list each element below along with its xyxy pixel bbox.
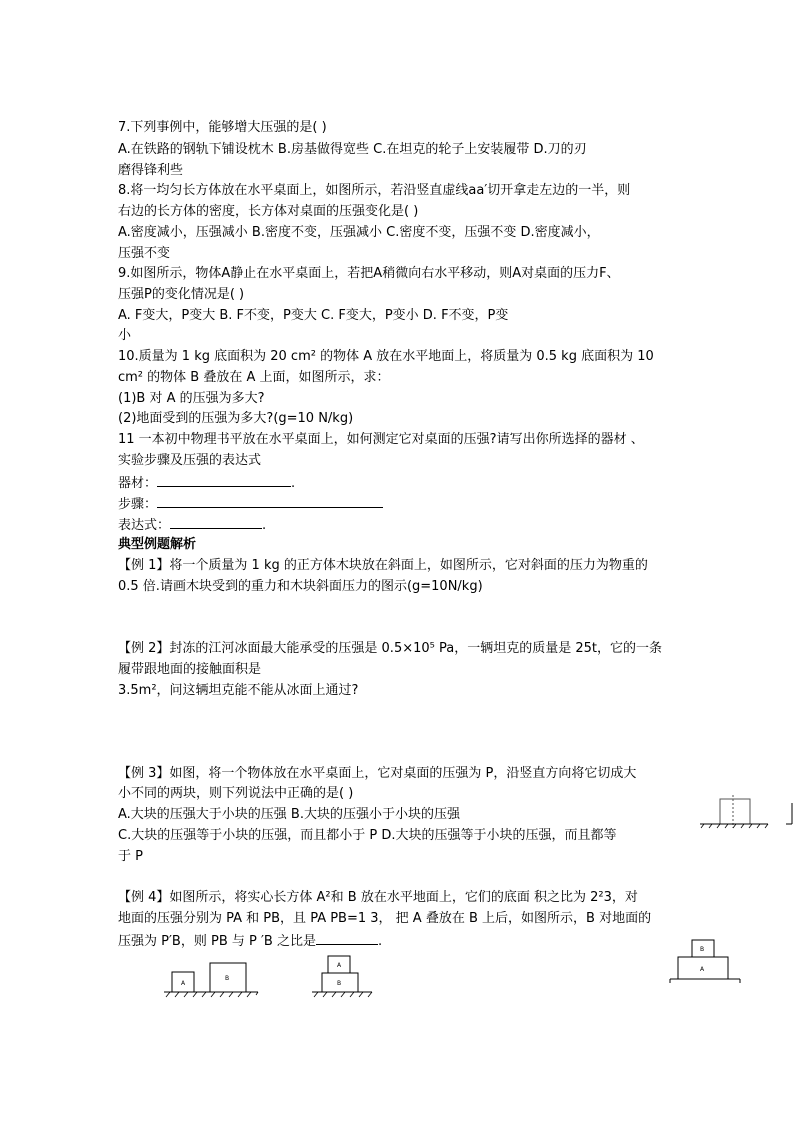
q10-stem: 10.质量为 1 kg 底面积为 20 cm² 的物体 A 放在水平地面上，将质量为 0.5 kg 底面积为 10 — [118, 349, 654, 364]
ex3-stem-cont: 小不同的两块，则下列说法中正确的是( ) — [118, 786, 354, 801]
formula-end: . — [262, 518, 267, 533]
ex2-stem-cont: 履带跟地面的接触面积是 — [118, 662, 262, 677]
stacked-block-b-label: B — [337, 980, 342, 987]
ex3-options-ab: A.大块的压强大于小块的压强 B.大块的压强小于小块的压强 — [118, 807, 460, 822]
section-title: 典型例题解析 — [118, 537, 197, 552]
formula-blank[interactable] — [170, 516, 262, 529]
equipment-label: 器材： — [118, 476, 158, 491]
q7-stem: 7.下列事例中，能够增大压强的是( ) — [118, 120, 327, 135]
right-block-b-label: B — [700, 946, 705, 953]
equipment-end: . — [291, 476, 296, 491]
block-a-label: A — [181, 980, 186, 987]
ex4-figure-stacked-right — [668, 936, 746, 986]
q8-options-cont: 压强不变 — [118, 246, 171, 261]
ex4-end: . — [377, 934, 383, 949]
q11-stem: 11 一本初中物理书平放在水平桌面上，如何测定它对桌面的压强?请写出你所选择的器材 、 — [118, 432, 644, 447]
ex4-stem-cont2 — [118, 932, 382, 950]
ex3-options-cont: 于 P — [118, 849, 143, 864]
ex1-stem-cont: 0.5 倍.请画木块受到的重力和木块斜面压力的图示(g=10N/kg) — [118, 579, 483, 594]
q8-stem: 8.将一均匀长方体放在水平桌面上，如图所示，若沿竖直虚线aa′切开拿走左边的一半，则 — [118, 183, 631, 198]
stacked-ground-hatch — [314, 992, 372, 997]
ground-hatch — [166, 992, 258, 997]
steps-blank[interactable] — [157, 495, 383, 508]
ex3-table-hatch — [701, 824, 768, 828]
right-block-a-label: A — [700, 966, 705, 973]
ex2-stem-cont2: 3.5m²，问这辆坦克能不能从冰面上通过? — [118, 683, 359, 698]
q9-options: A. F变大，P变大 B. F不变，P变大 C. F变大，P变小 D. F不变，P变 — [118, 308, 509, 323]
stacked-block-a-label: A — [337, 962, 342, 969]
q9-stem-cont: 压强P的变化情况是( ) — [118, 287, 245, 302]
ex4-stem-cont: 地面的压强分别为 PA 和 PB，且 PA PB=1 3， 把 A 叠放在 B 上后，如图所示，B 对地面的 — [118, 911, 652, 926]
ex2-stem: 【例 2】封冻的江河冰面最大能承受的压强是 0.5×10⁵ Pa，一辆坦克的质量是 25t，它的一条 — [118, 641, 662, 656]
ex3-figure — [700, 795, 794, 835]
q11-steps-line — [118, 495, 383, 513]
q11-stem-cont: 实验步骤及压强的表达式 — [118, 453, 262, 468]
q11-formula-line — [118, 516, 266, 534]
ex4-figure-separate — [162, 958, 262, 1000]
q7-options: A.在铁路的钢轨下铺设枕木 B.房基做得宽些 C.在坦克的轮子上安装履带 D.刀的刃 — [118, 142, 587, 157]
q8-stem-cont: 右边的长方体的密度，长方体对桌面的压强变化是( ) — [118, 204, 419, 219]
q8-options: A.密度减小，压强减小 B.密度不变，压强减小 C.密度不变，压强不变 D.密度减小， — [118, 225, 600, 240]
ex4-figure-stacked — [310, 950, 380, 1000]
ex4-question-text: 压强为 P′B，则 PB 与 P ′B 之比是 — [118, 934, 316, 949]
q9-options-cont: 小 — [118, 328, 132, 343]
ex3-options-cd: C.大块的压强等于小块的压强，而且都小于 P D.大块的压强等于小块的压强，而且都等 — [118, 828, 617, 843]
ex4-answer-blank[interactable] — [316, 932, 378, 945]
q10-stem-cont: cm² 的物体 B 叠放在 A 上面，如图所示，求： — [118, 370, 390, 385]
ex1-stem: 【例 1】将一个质量为 1 kg 的正方体木块放在斜面上，如图所示，它对斜面的压力为物重的 — [118, 558, 648, 573]
equipment-blank[interactable] — [157, 474, 291, 487]
ex3-block — [720, 799, 750, 824]
q7-options-cont: 磨得锋利些 — [118, 163, 184, 178]
q10-part1: (1)B 对 A 的压强为多大? — [118, 391, 265, 406]
ex3-stem: 【例 3】如图，将一个物体放在水平桌面上，它对桌面的压强为 P，沿竖直方向将它切成大 — [118, 766, 637, 781]
q11-equipment-line — [118, 474, 295, 492]
q9-stem: 9.如图所示，物体A静止在水平桌面上，若把A稍微向右水平移动，则A对桌面的压力F、 — [118, 266, 620, 281]
q10-part2: (2)地面受到的压强为多大?(g=10 N/kg) — [118, 411, 354, 426]
steps-label: 步骤： — [118, 497, 158, 512]
formula-label: 表达式： — [118, 518, 171, 533]
ex4-stem: 【例 4】如图所示，将实心长方体 A²和 B 放在水平地面上，它们的底面 积之比为 2²3，对 — [118, 890, 638, 905]
block-b-label: B — [225, 975, 230, 982]
